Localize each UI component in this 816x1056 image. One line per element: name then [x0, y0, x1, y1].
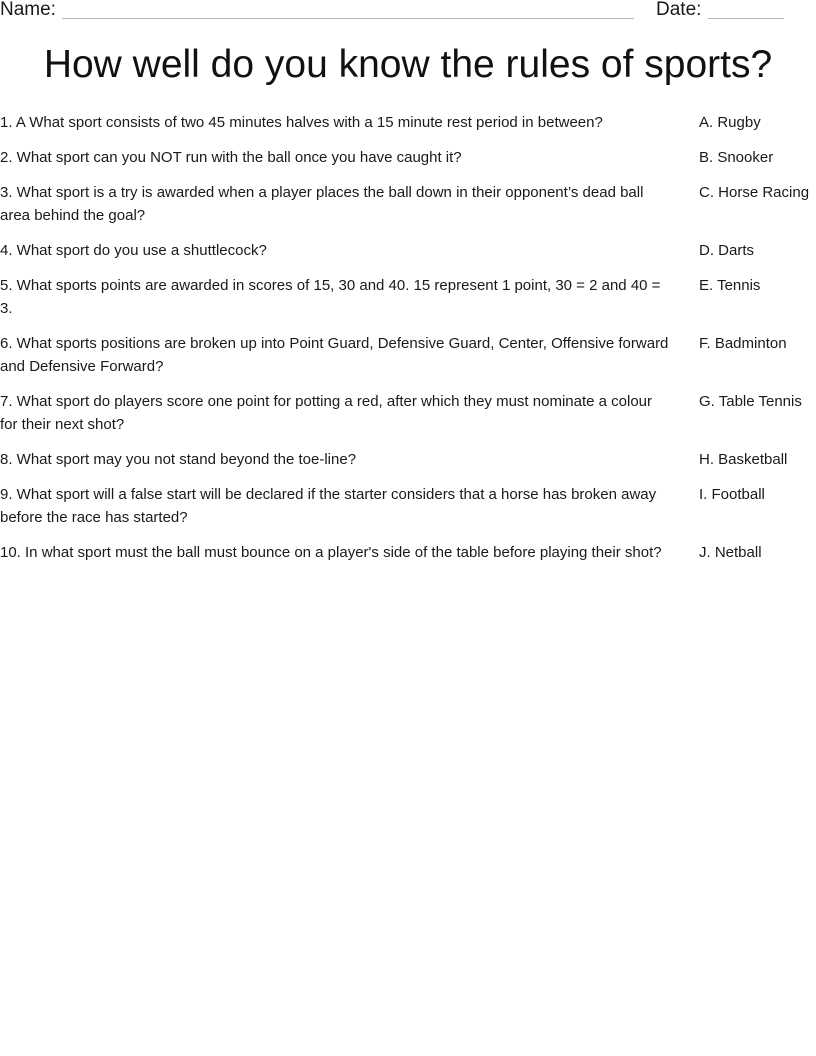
question-text: 4. What sport do you use a shuttlecock?	[0, 242, 267, 259]
question-row	[0, 448, 816, 471]
answer-option: D. Darts	[699, 242, 755, 259]
question-row	[0, 111, 816, 134]
question-text: 6. What sports positions are broken up into Point Guard, Defensive Guard, Center, Offensive forward and Defensive Forward?	[0, 335, 669, 375]
name-field[interactable]	[62, 18, 634, 19]
question-row	[0, 541, 816, 564]
question-row	[0, 239, 816, 262]
date-field[interactable]	[708, 18, 784, 19]
worksheet-header	[0, 0, 816, 24]
answer-option: H. Basketball	[699, 451, 788, 468]
question-row	[0, 483, 816, 529]
question-text: 10. In what sport must the ball must bounce on a player's side of the table before playing their shot?	[0, 544, 662, 561]
question-text: 9. What sport will a false start will be declared if the starter considers that a horse has broken away before the race has started?	[0, 486, 657, 526]
answer-option: J. Netball	[699, 544, 762, 561]
question-row	[0, 181, 816, 227]
question-row	[0, 146, 816, 169]
question-text: 3. What sport is a try is awarded when a player places the ball down in their opponent’s dead ball area behind the goal?	[0, 184, 644, 224]
answer-option: G. Table Tennis	[699, 393, 802, 410]
name-label: Name:	[0, 0, 56, 20]
question-row	[0, 390, 816, 436]
question-text: 7. What sport do players score one point for potting a red, after which they must nominate a colour for their next shot?	[0, 393, 653, 433]
answer-option: A. Rugby	[699, 114, 761, 131]
question-row	[0, 274, 816, 320]
date-label: Date:	[656, 0, 702, 20]
question-list	[0, 111, 816, 576]
question-text: 5. What sports points are awarded in scores of 15, 30 and 40. 15 represent 1 point, 30 = 2 and 40 = 3.	[0, 277, 661, 317]
answer-option: E. Tennis	[699, 277, 761, 294]
question-row	[0, 332, 816, 378]
question-text: 2. What sport can you NOT run with the ball once you have caught it?	[0, 149, 462, 166]
answer-option: I. Football	[699, 486, 765, 503]
answer-option: B. Snooker	[699, 149, 774, 166]
answer-option: C. Horse Racing	[699, 184, 810, 201]
answer-option: F. Badminton	[699, 335, 787, 352]
question-text: 8. What sport may you not stand beyond the toe-line?	[0, 451, 357, 468]
page-title: How well do you know the rules of sports?	[43, 43, 773, 86]
question-text: 1. A What sport consists of two 45 minutes halves with a 15 minute rest period in between?	[0, 114, 603, 131]
